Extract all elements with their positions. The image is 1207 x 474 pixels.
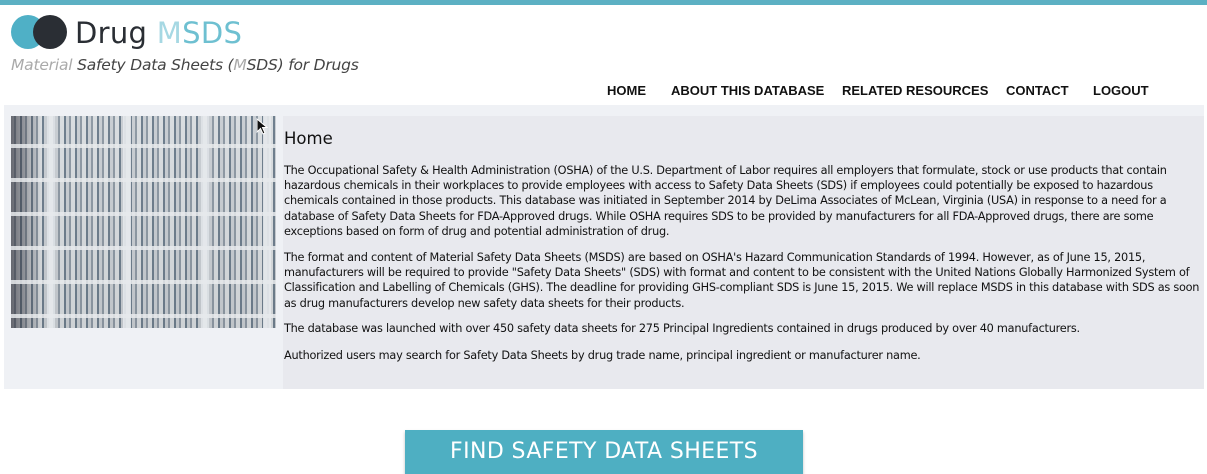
photo-post: [47, 116, 55, 328]
logo-subtitle-material: Material: [11, 56, 73, 74]
nav-contact[interactable]: CONTACT: [1006, 83, 1069, 98]
site-logo[interactable]: [11, 14, 359, 78]
nav-about-this-database[interactable]: ABOUT THIS DATABASE: [671, 83, 825, 98]
photo-post: [201, 116, 209, 328]
logo-subtitle-end: SDS) for Drugs: [246, 56, 359, 74]
nav-home[interactable]: HOME: [607, 83, 646, 98]
logo-subtitle: [11, 55, 359, 75]
page-title: Home: [284, 129, 333, 148]
logo-title-sds: SDS: [182, 16, 243, 50]
logo-subtitle-m: M: [233, 56, 247, 74]
main-nav: [0, 83, 1207, 99]
nav-related-resources[interactable]: RELATED RESOURCES: [842, 83, 989, 98]
search-info-paragraph: Authorized users may search for Safety Data Sheets by drug trade name, principal ingredient or manufacturer name.: [284, 349, 921, 362]
launch-paragraph: The database was launched with over 450 safety data sheets for 275 Principal Ingredients contained in drugs produced by over 40 manufacturers.: [284, 322, 1080, 335]
find-safety-data-sheets-button[interactable]: FIND SAFETY DATA SHEETS: [405, 430, 803, 474]
logo-title-drug: Drug: [75, 16, 148, 50]
logo-circles-icon: [11, 15, 69, 49]
intro-paragraph: The Occupational Safety & Health Administration (OSHA) of the U.S. Department of Labor requires all employers that formulate, stock or use products that contain hazardous chemicals in their workplaces to provide employees with access to Safety Data Sheets (SDS) if employees could potentially be exposed to hazardous chemicals contained in those products. This database was initiated in September 2014 by DeLima Associates of McLean, Virginia (USA) in response to a need for a database of Safety Data Sheets for FDA-Approved drugs. While OSHA requires SDS to be provided by manufacturers for all FDA-Approved drugs, there are some exceptions based on form of drug and potential administration of drug.: [284, 164, 1167, 238]
logo-circle-dark: [33, 15, 67, 49]
top-accent-bar: [0, 0, 1207, 5]
nav-logout[interactable]: LOGOUT: [1093, 83, 1149, 98]
logo-subtitle-mid: Safety Data Sheets (: [72, 56, 234, 74]
logo-title: [75, 14, 242, 52]
photo-post: [123, 116, 131, 328]
logo-title-msds: [157, 16, 242, 50]
photo-post: [263, 116, 271, 328]
logo-title-m: M: [156, 16, 183, 50]
mouse-pointer-icon: [256, 118, 270, 136]
pharmacy-shelves-image: [11, 116, 276, 328]
format-paragraph: The format and content of Material Safety Data Sheets (MSDS) are based on OSHA's Hazard Communication Standards of 1994. However, as of June 15, 2015, manufacturers will be required to provide "Safety Data Sheets" (SDS) with format and content to be consistent with the United Nations Globally Harmonized System of Classification and Labelling of Chemicals (GHS). The deadline for providing GHS-compliant SDS is June 15, 2015. We will replace MSDS in this database with SDS as soon as drug manufacturers develop new safety data sheets for their products.: [284, 251, 1200, 310]
